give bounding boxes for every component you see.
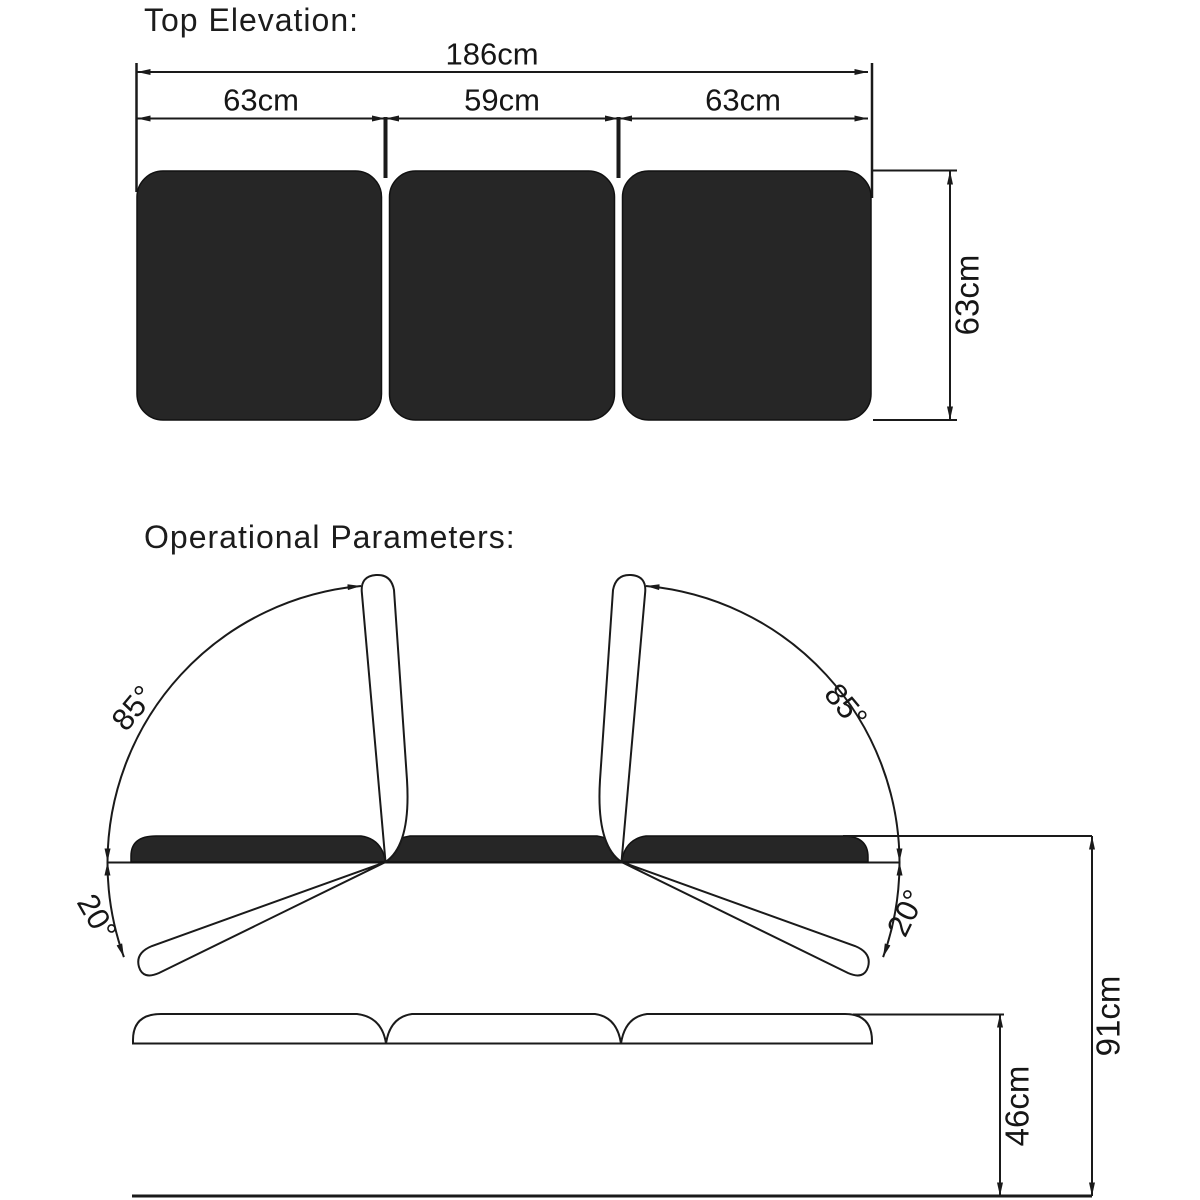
dim-label-overall-width: 186cm [445, 36, 539, 72]
flat-cushion-middle-outline [386, 1014, 621, 1044]
left-section-raised-outline [362, 575, 408, 862]
dim-label-section-right: 63cm [705, 82, 781, 118]
angle-label-left-drop: 20° [70, 887, 124, 947]
flat-cushion-left-outline [133, 1014, 386, 1044]
cushion-panel-right-plan [623, 171, 872, 420]
top-elevation-title: Top Elevation: [144, 2, 360, 38]
right-section-lowered-outline [622, 862, 869, 975]
right-section-raised-outline [599, 575, 645, 862]
dim-label-section-middle: 59cm [464, 82, 540, 118]
dim-label-seat-height: 46cm [998, 1065, 1036, 1147]
angle-label-right-backrest: 85° [817, 676, 875, 736]
angle-label-right-drop: 20° [879, 884, 933, 942]
dim-label-depth: 63cm [948, 254, 986, 336]
cushion-side-right [622, 836, 869, 862]
cushion-side-middle [386, 836, 622, 862]
operational-parameters-title: Operational Parameters: [144, 519, 516, 555]
cushion-panel-left-plan [137, 171, 382, 420]
flat-cushion-right-outline [621, 1014, 872, 1044]
dim-label-overall-height: 91cm [1089, 975, 1127, 1057]
arc-right-backrest-angle [646, 586, 900, 862]
cushion-panel-middle-plan [390, 171, 615, 420]
operational-parameters-view [104, 575, 1092, 1196]
angle-label-left-backrest: 85° [104, 678, 162, 738]
arc-left-backrest-angle [104, 586, 362, 862]
left-section-lowered-outline [138, 862, 385, 975]
dim-label-section-left: 63cm [223, 82, 299, 118]
cushion-side-left [131, 836, 386, 862]
